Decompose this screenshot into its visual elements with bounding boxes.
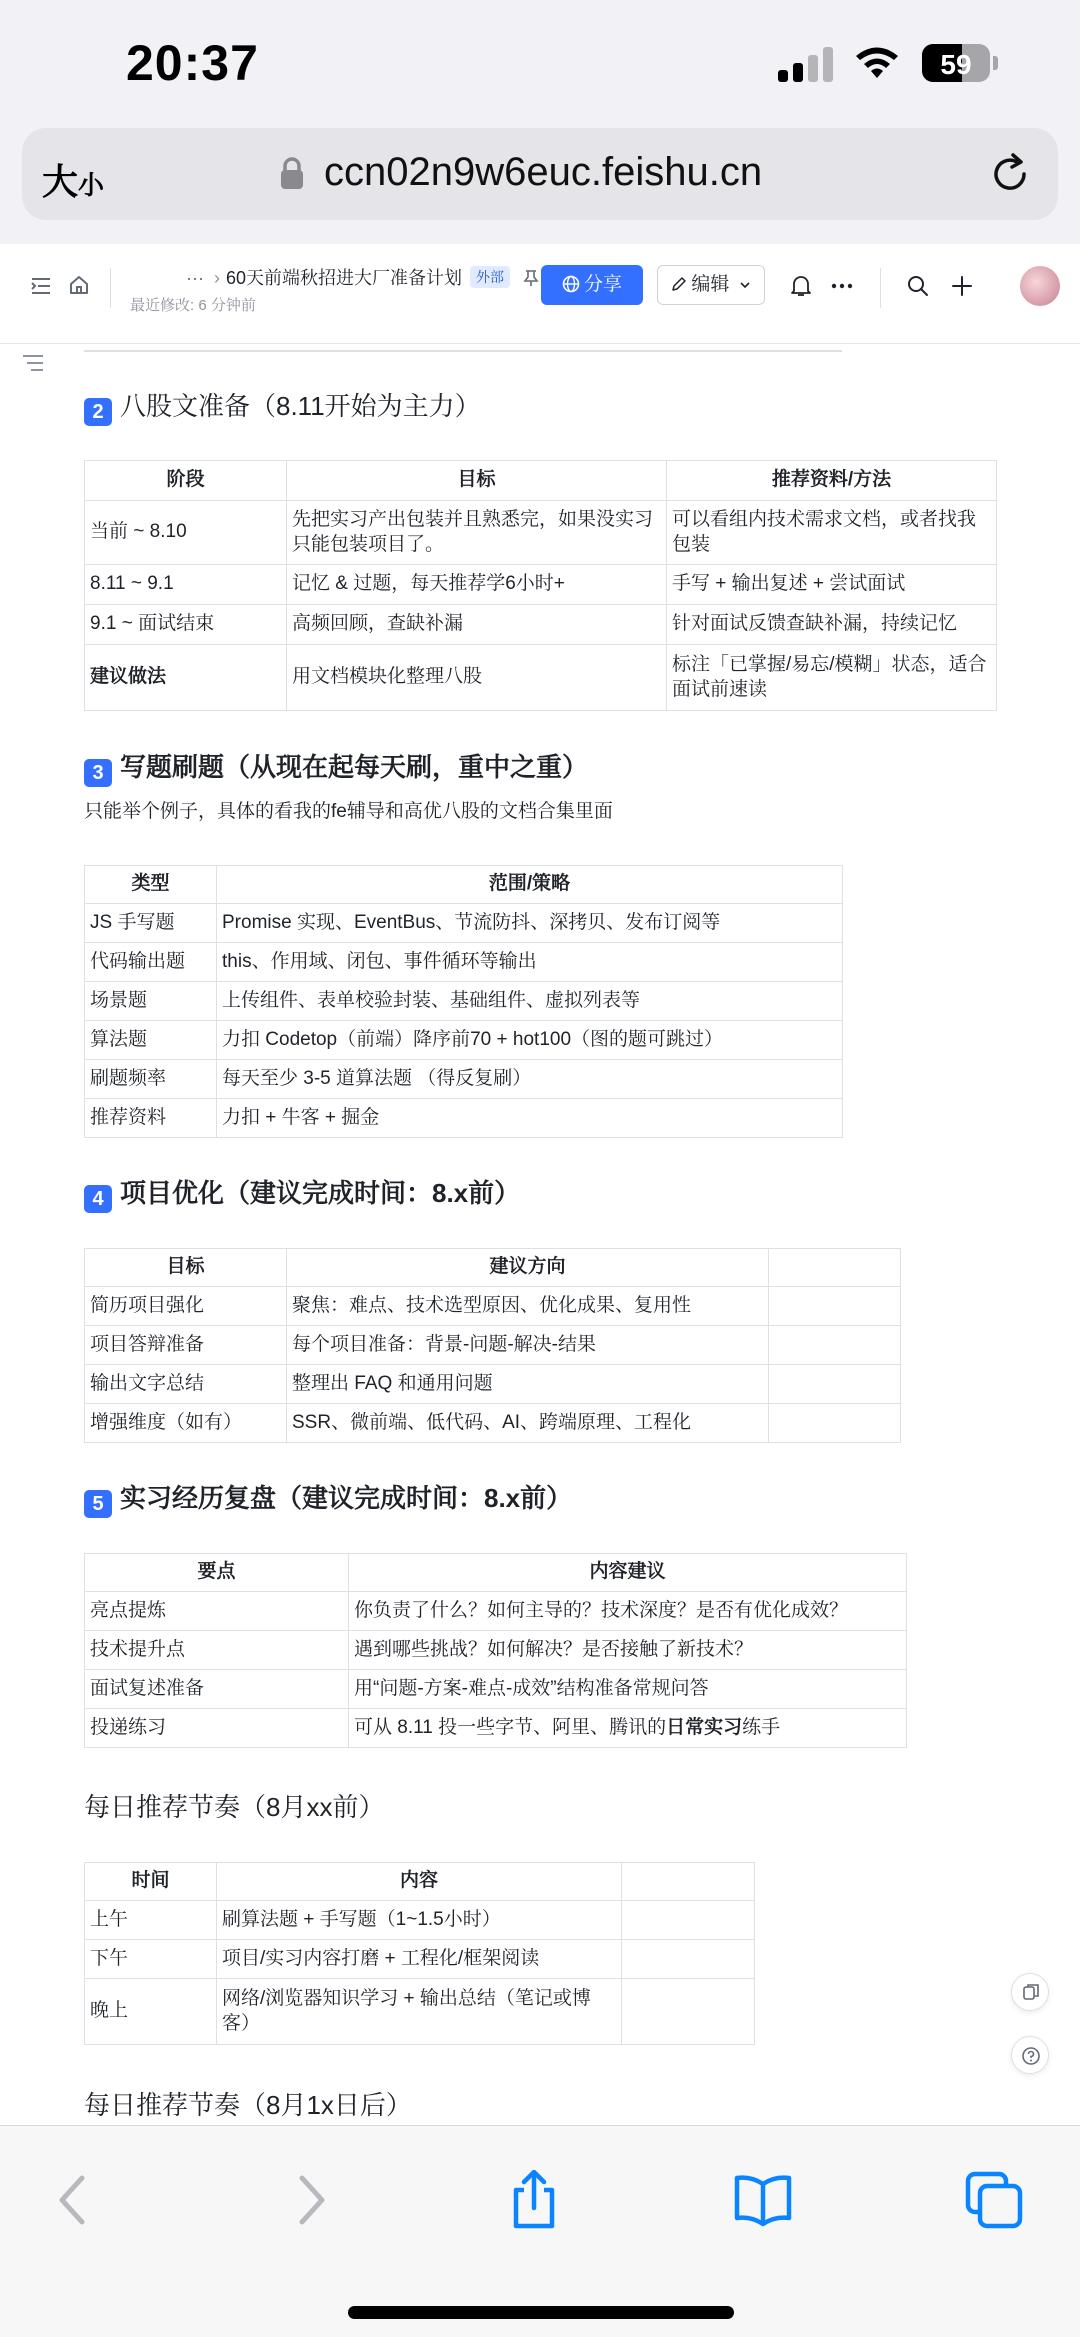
heading-text: 项目优化（建议完成时间：8.x前） (120, 1178, 521, 1208)
table-project (84, 1248, 901, 1443)
table-cell (349, 1709, 907, 1748)
bell-icon[interactable] (790, 274, 812, 298)
table-cell: 力扣 + 牛客 + 掘金 (217, 1099, 843, 1138)
table-cell: 针对面试反馈查缺补漏，持续记忆 (667, 605, 997, 645)
table-cell: 输出文字总结 (85, 1365, 287, 1404)
table-cell: 遇到哪些挑战？如何解决？是否接触了新技术？ (349, 1631, 907, 1670)
table-cell (622, 1940, 755, 1979)
text-size-large: 大 (42, 161, 79, 202)
browser-bottom-toolbar (0, 2125, 1080, 2337)
cellular-signal-icon (778, 46, 836, 82)
number-badge: 4 (84, 1185, 112, 1213)
table-cell: 亮点提炼 (85, 1592, 349, 1631)
table-cell: this、作用域、闭包、事件循环等输出 (217, 943, 843, 982)
pencil-icon (671, 276, 687, 292)
table-row (85, 501, 997, 565)
table-intern (84, 1553, 907, 1748)
table-row (85, 1060, 843, 1099)
table-cell: 晚上 (85, 1979, 217, 2045)
table-cell: 投递练习 (85, 1709, 349, 1748)
table-cell: 简历项目强化 (85, 1287, 287, 1326)
section-heading-shuati (84, 747, 588, 787)
table-cell: 9.1 ~ 面试结束 (85, 605, 287, 645)
wifi-icon (852, 42, 902, 82)
heading-text: 八股文准备（8.11开始为主力） (120, 391, 481, 421)
help-button[interactable] (1011, 2036, 1049, 2074)
status-bar (0, 0, 1080, 120)
table-cell: 8.11 ~ 9.1 (85, 565, 287, 605)
table-cell: 建议做法 (85, 645, 287, 711)
chevron-down-icon (739, 280, 751, 290)
add-icon[interactable] (950, 274, 974, 298)
table-cell: 刷算法题 + 手写题（1~1.5小时） (217, 1901, 622, 1940)
number-badge: 2 (84, 398, 112, 426)
globe-icon (562, 275, 580, 293)
toolbar-divider (880, 268, 881, 308)
table-header: 推荐资料/方法 (667, 461, 997, 501)
share-icon[interactable] (504, 2170, 564, 2230)
table-cell (769, 1404, 901, 1443)
table-row (85, 1326, 901, 1365)
forward-icon[interactable] (280, 2170, 340, 2230)
doc-toolbar (0, 244, 1080, 344)
table-cell: 用“问题-方案-难点-成效”结构准备常规问答 (349, 1670, 907, 1709)
lock-icon (280, 156, 304, 190)
table-row (85, 1670, 907, 1709)
table-cell: 用文档模块化整理八股 (287, 645, 667, 711)
pin-icon[interactable] (523, 269, 539, 287)
table-cell: JS 手写题 (85, 904, 217, 943)
cell-text-bold: 日常实习 (666, 1716, 743, 1738)
outline-toggle-icon[interactable] (30, 276, 52, 296)
table-row (85, 565, 997, 605)
search-icon[interactable] (906, 274, 930, 298)
table-cell: 你负责了什么？如何主导的？技术深度？是否有优化成效？ (349, 1592, 907, 1631)
clock: 20:37 (126, 35, 259, 91)
table-row (85, 1021, 843, 1060)
cell-text: 可从 8.11 投一些字节、阿里、腾讯的 (354, 1716, 667, 1738)
browser-address-area (0, 120, 1080, 244)
table-cell: SSR、微前端、低代码、AI、跨端原理、工程化 (287, 1404, 769, 1443)
table-cell: 先把实习产出包装并且熟悉完，如果没实习只能包装项目了。 (287, 501, 667, 565)
table-row (85, 1979, 755, 2045)
home-indicator[interactable] (348, 2306, 734, 2319)
table-header: 时间 (85, 1863, 217, 1901)
table-cell: 推荐资料 (85, 1099, 217, 1138)
url-text[interactable]: ccn02n9w6euc.feishu.cn (324, 150, 763, 194)
number-badge: 3 (84, 759, 112, 787)
table-row (85, 1592, 907, 1631)
text-size-small: 小 (78, 170, 105, 200)
table-header: 范围/策略 (217, 866, 843, 904)
avatar[interactable] (1020, 266, 1060, 306)
heading-text: 每日推荐节奏（8月1x日后） (84, 2090, 412, 2120)
table-cell: 每天至少 3-5 道算法题 （得反复刷） (217, 1060, 843, 1099)
table-cell: 整理出 FAQ 和通用问题 (287, 1365, 769, 1404)
section-heading-daily-later (84, 2085, 412, 2122)
table-row (85, 1901, 755, 1940)
section-heading-daily (84, 1787, 384, 1824)
table-row (85, 645, 997, 711)
table-cell (622, 1979, 755, 2045)
table-header: 要点 (85, 1554, 349, 1592)
chevron-right-icon: › (213, 268, 220, 288)
edit-label: 编辑 (691, 274, 730, 295)
table-cell: 可以看组内技术需求文档，或者找我包装 (667, 501, 997, 565)
breadcrumb[interactable] (186, 264, 539, 290)
reload-icon[interactable] (988, 152, 1032, 196)
outline-menu-icon[interactable] (22, 354, 44, 372)
help-icon (1021, 2046, 1041, 2066)
table-cell (769, 1287, 901, 1326)
table-header (769, 1249, 901, 1287)
table-cell: 增强维度（如有） (85, 1404, 287, 1443)
toolbar-divider (110, 268, 111, 308)
heading-text: 实习经历复盘（建议完成时间：8.x前） (120, 1483, 573, 1513)
battery-icon (922, 44, 990, 82)
tabs-icon[interactable] (964, 2170, 1024, 2230)
table-cell (769, 1326, 901, 1365)
paragraph: 只能举个例子，具体的看我的fe辅导和高优八股的文档合集里面 (84, 801, 613, 822)
table-row (85, 1940, 755, 1979)
table-cell: 代码输出题 (85, 943, 217, 982)
table-header: 类型 (85, 866, 217, 904)
table-cell: 技术提升点 (85, 1631, 349, 1670)
table-bagu (84, 460, 997, 711)
home-icon[interactable] (68, 274, 90, 296)
number-badge: 5 (84, 1490, 112, 1518)
table-header (622, 1863, 755, 1901)
section-heading-bagu (84, 386, 481, 426)
share-label: 分享 (583, 274, 622, 295)
table-row (85, 1631, 907, 1670)
edit-mode-button[interactable] (657, 265, 765, 305)
divider (84, 350, 842, 352)
table-row (85, 982, 843, 1021)
table-row (85, 1099, 843, 1138)
table-row (85, 605, 997, 645)
table-cell: 刷题频率 (85, 1060, 217, 1099)
battery-tip (993, 56, 998, 70)
table-header: 目标 (287, 461, 667, 501)
table-cell: 每个项目准备：背景-问题-解决-结果 (287, 1326, 769, 1365)
table-cell: 聚焦：难点、技术选型原因、优化成果、复用性 (287, 1287, 769, 1326)
section-heading-intern (84, 1478, 572, 1518)
table-cell: 手写 + 输出复述 + 尝试面试 (667, 565, 997, 605)
table-cell: 项目/实习内容打磨 + 工程化/框架阅读 (217, 1940, 622, 1979)
heading-text: 每日推荐节奏（8月xx前） (84, 1792, 385, 1822)
text-size-button[interactable] (42, 154, 104, 205)
share-button[interactable] (541, 265, 643, 305)
cell-text: 练手 (742, 1716, 781, 1738)
table-shuati (84, 865, 843, 1138)
table-header: 内容建议 (349, 1554, 907, 1592)
table-cell: 力扣 Codetop（前端）降序前70 + hot100（图的题可跳过） (217, 1021, 843, 1060)
table-cell: 上传组件、表单校验封装、基础组件、虚拟列表等 (217, 982, 843, 1021)
doc-title[interactable]: 60天前端秋招进大厂准备计划 (225, 268, 463, 288)
copy-doc-icon (1022, 1983, 1040, 2001)
table-cell: 记忆 & 过题，每天推荐学6小时+ (287, 565, 667, 605)
table-header: 建议方向 (287, 1249, 769, 1287)
table-header: 目标 (85, 1249, 287, 1287)
table-row (85, 1404, 901, 1443)
table-cell: 当前 ~ 8.10 (85, 501, 287, 565)
table-cell: Promise 实现、EventBus、节流防抖、深拷贝、发布订阅等 (217, 904, 843, 943)
table-daily (84, 1862, 755, 2045)
table-row (85, 1287, 901, 1326)
table-cell: 上午 (85, 1901, 217, 1940)
table-cell: 算法题 (85, 1021, 217, 1060)
table-row (85, 1365, 901, 1404)
table-cell: 项目答辩准备 (85, 1326, 287, 1365)
table-header: 阶段 (85, 461, 287, 501)
external-badge: 外部 (470, 266, 510, 288)
battery-percent: 59 (940, 49, 972, 80)
more-icon[interactable] (830, 282, 854, 290)
doc-assistant-button[interactable] (1011, 1973, 1049, 2011)
heading-text: 写题刷题（从现在起每天刷，重中之重） (120, 752, 589, 782)
last-modified: 最近修改: 6 分钟前 (130, 297, 256, 314)
breadcrumb-more[interactable]: ··· (186, 268, 204, 288)
section-heading-project (84, 1173, 520, 1213)
table-row (85, 943, 843, 982)
table-cell: 高频回顾，查缺补漏 (287, 605, 667, 645)
table-header: 内容 (217, 1863, 622, 1901)
table-cell: 下午 (85, 1940, 217, 1979)
table-row (85, 904, 843, 943)
table-cell: 标注「已掌握/易忘/模糊」状态，适合面试前速读 (667, 645, 997, 711)
table-cell: 场景题 (85, 982, 217, 1021)
table-cell (769, 1365, 901, 1404)
back-icon[interactable] (44, 2170, 104, 2230)
table-row (85, 1709, 907, 1748)
address-bar[interactable] (22, 128, 1058, 220)
bookmarks-icon[interactable] (733, 2170, 793, 2230)
table-cell: 面试复述准备 (85, 1670, 349, 1709)
table-cell: 网络/浏览器知识学习 + 输出总结（笔记或博客） (217, 1979, 622, 2045)
table-cell (622, 1901, 755, 1940)
